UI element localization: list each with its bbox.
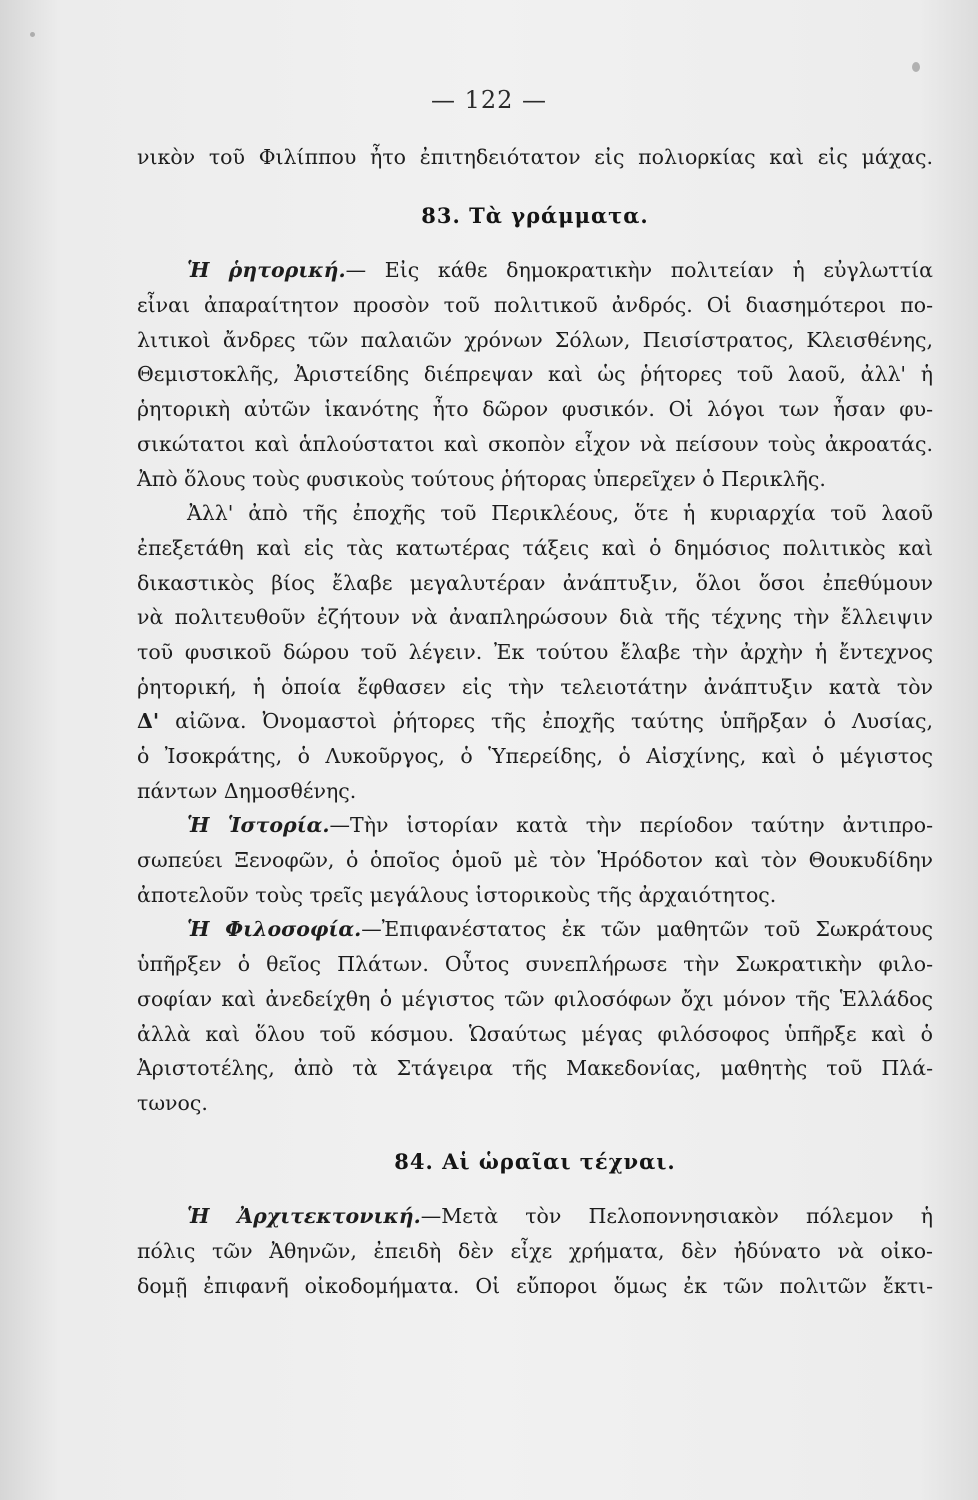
text-line: πάντων Δημοσθένης. xyxy=(137,778,357,803)
text-line xyxy=(137,704,933,739)
section-term: Ἡ Φιλοσοφία. xyxy=(187,917,362,942)
section-heading-83: 83. Τὰ γράμματα. xyxy=(421,202,649,228)
text-line: νὰ πολιτευθοῦν ἐζήτουν νὰ ἀναπληρώσουν διὰ τῆς τέχνης τὴν ἔλλειψιν xyxy=(137,605,933,630)
section-term: Ἡ Ἱστορία. xyxy=(187,813,330,838)
section-term: Ἡ Ἀρχιτεκτονική. xyxy=(187,1204,421,1229)
text-line: Θεμιστοκλῆς, Ἀριστείδης διέπρεψαν καὶ ὡς ῥήτορες τοῦ λαοῦ, ἀλλ' ἡ xyxy=(137,362,933,387)
text-line: Ἀριστοτέλης, ἀπὸ τὰ Στάγειρα τῆς Μακεδονίας, μαθητὴς τοῦ Πλά- xyxy=(137,1056,933,1081)
text-line: ῥητορική, ἡ ὁποία ἔφθασεν εἰς τὴν τελειοτάτην ἀνάπτυξιν κατὰ τὸν xyxy=(137,674,933,699)
text-fragment: —Τὴν ἱστορίαν κατὰ τὴν περίοδον ταύτην ἀντιπρο- xyxy=(329,813,933,838)
text-line: σωπεύει Ξενοφῶν, ὁ ὁποῖος ὁμοῦ μὲ τὸν Ἡρόδοτον καὶ τὸν Θουκυδίδην xyxy=(137,848,933,873)
text-line: νικὸν τοῦ Φιλίππου ἦτο ἐπιτηδειότατον εἰς πολιορκίας καὶ εἰς μάχας. xyxy=(137,145,933,169)
text-line xyxy=(137,808,933,843)
text-fragment: —Ἐπιφανέστατος ἐκ τῶν μαθητῶν τοῦ Σωκράτους xyxy=(361,917,933,942)
text-line: Ἀπὸ ὅλους τοὺς φυσικοὺς τούτους ῥήτορας ὑπερεῖχεν ὁ Περικλῆς. xyxy=(137,466,826,491)
text-line: σικώτατοι καὶ ἁπλούστατοι καὶ σκοπὸν εἶχον νὰ πείσουν τοὺς ἀκροατάς. xyxy=(137,431,933,456)
scan-speck xyxy=(30,32,35,37)
scan-speck xyxy=(912,62,920,72)
text-line xyxy=(137,1199,933,1234)
text-line: δομῇ ἐπιφανῆ οἰκοδομήματα. Οἱ εὔποροι ὅμως ἐκ τῶν πολιτῶν ἔκτι- xyxy=(137,1273,933,1298)
page-number: — 122 — xyxy=(430,86,548,114)
text-line: ἐπεξετάθη καὶ εἰς τὰς κατωτέρας τάξεις καὶ ὁ δημόσιος πολιτικὸς καὶ xyxy=(137,535,933,560)
page-body xyxy=(137,140,933,1303)
text-line: ῥητορικὴ αὐτῶν ἱκανότης ἦτο δῶρον φυσικόν. Οἱ λόγοι των ἦσαν φυ- xyxy=(137,397,933,422)
text-line xyxy=(137,912,933,947)
text-fragment: αἰῶνα. Ὀνομαστοὶ ῥήτορες τῆς ἐποχῆς ταύτης ὑπῆρξαν ὁ Λυσίας, xyxy=(159,709,933,734)
century-numeral: Δ' xyxy=(137,709,160,734)
text-line: Ἀλλ' ἀπὸ τῆς ἐποχῆς τοῦ Περικλέους, ὅτε ἡ κυριαρχία τοῦ λαοῦ xyxy=(187,501,933,526)
text-line xyxy=(137,253,933,288)
text-line: εἶναι ἀπαραίτητον προσὸν τοῦ πολιτικοῦ ἀνδρός. Οἱ διασημότεροι πο- xyxy=(137,293,933,318)
section-heading-84: 84. Αἱ ὡραῖαι τέχναι. xyxy=(394,1148,676,1174)
text-line: ἀλλὰ καὶ ὅλου τοῦ κόσμου. Ὡσαύτως μέγας φιλόσοφος ὑπῆρξε καὶ ὁ xyxy=(137,1021,933,1046)
text-line: πόλις τῶν Ἀθηνῶν, ἐπειδὴ δὲν εἶχε χρήματα, δὲν ἠδύνατο νὰ οἰκο- xyxy=(137,1238,933,1263)
text-line: ὑπῆρξεν ὁ θεῖος Πλάτων. Οὗτος συνεπλήρωσε τὴν Σωκρατικὴν φιλο- xyxy=(137,952,933,977)
text-line: σοφίαν καὶ ἀνεδείχθη ὁ μέγιστος τῶν φιλοσόφων ὄχι μόνον τῆς Ἑλλάδος xyxy=(137,986,933,1011)
text-line: δικαστικὸς βίος ἔλαβε μεγαλυτέραν ἀνάπτυξιν, ὅλοι ὅσοι ἐπεθύμουν xyxy=(137,570,933,595)
text-line: λιτικοὶ ἄνδρες τῶν παλαιῶν χρόνων Σόλων, Πεισίστρατος, Κλεισθένης, xyxy=(137,327,933,352)
text-line: ἀποτελοῦν τοὺς τρεῖς μεγάλους ἱστορικοὺς τῆς ἀρχαιότητος. xyxy=(137,882,777,907)
text-line: ὁ Ἰσοκράτης, ὁ Λυκοῦργος, ὁ Ὑπερείδης, ὁ Αἰσχίνης, καὶ ὁ μέγιστος xyxy=(137,744,933,768)
section-term: Ἡ ῥητορική. xyxy=(187,258,346,283)
text-fragment: —Μετὰ τὸν Πελοποννησιακὸν πόλεμον ἡ xyxy=(420,1204,933,1229)
text-fragment: — Εἰς κάθε δημοκρατικὴν πολιτείαν ἡ εὐγλωττία xyxy=(345,258,933,283)
text-line: τοῦ φυσικοῦ δώρου τοῦ λέγειν. Ἐκ τούτου ἔλαβε τὴν ἀρχὴν ἡ ἔντεχνος xyxy=(137,639,933,664)
text-line: τωνος. xyxy=(137,1090,208,1115)
